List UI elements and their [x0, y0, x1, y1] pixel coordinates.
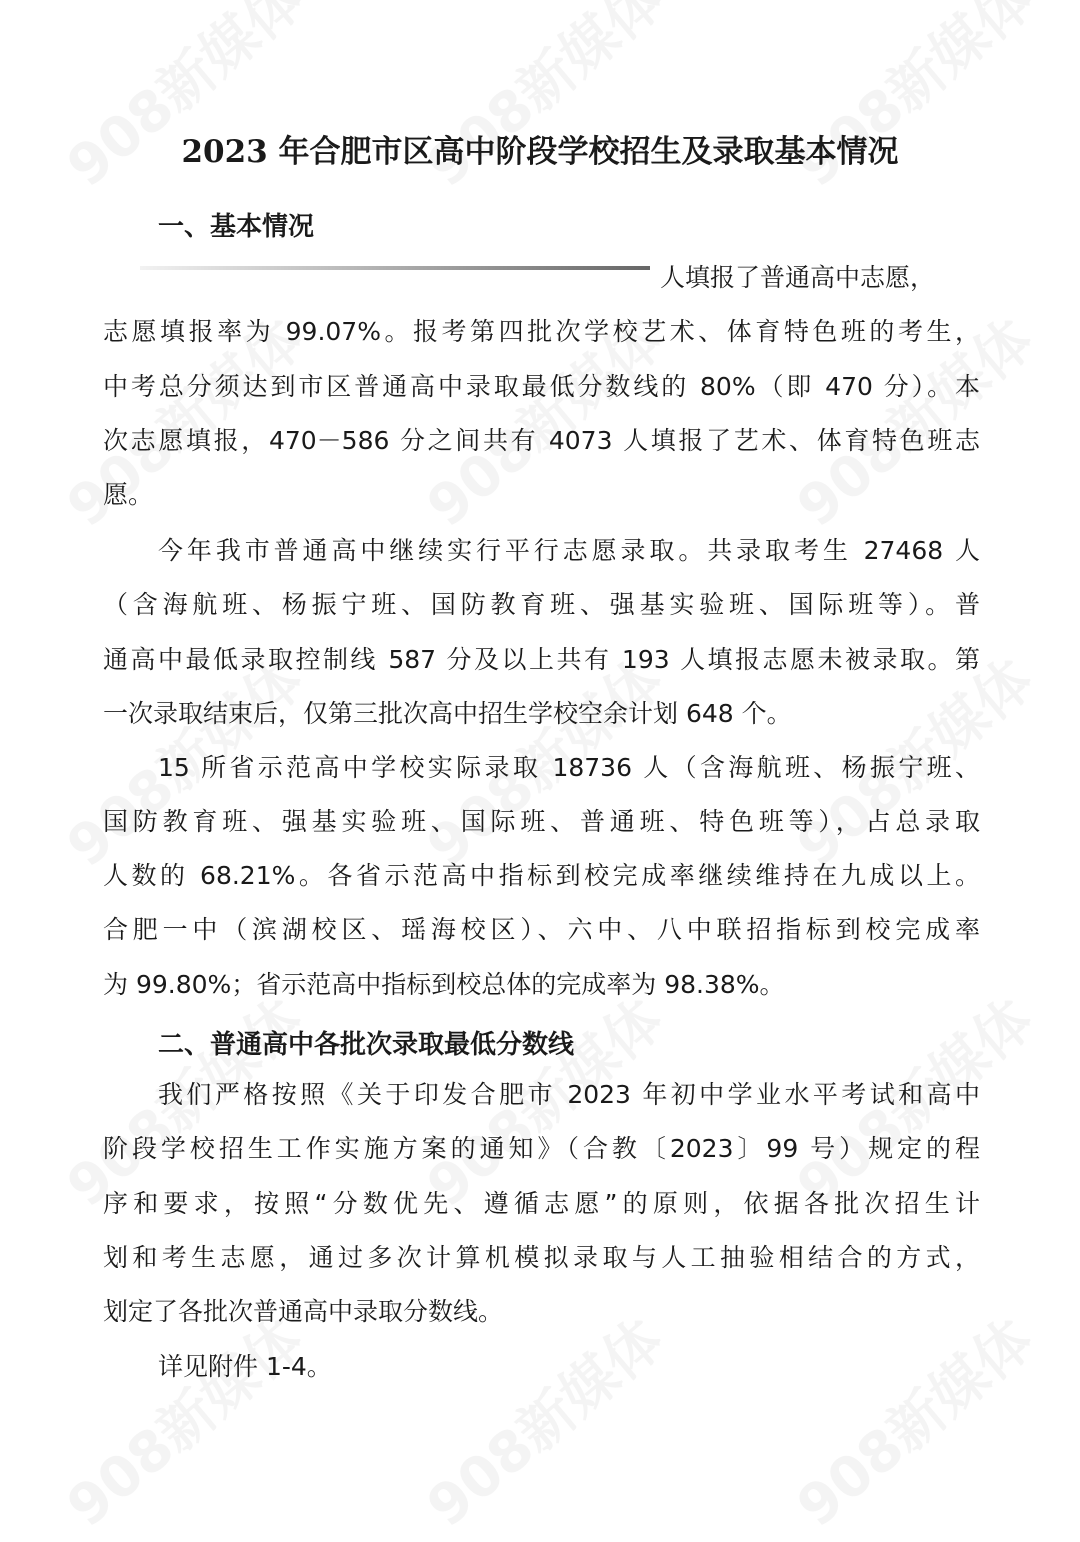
paragraph-line: 国防教育班、强基实验班、国际班、普通班、特色班等），占总录取 [103, 807, 980, 836]
paragraph-line: 为 99.80%；省示范高中指标到校总体的完成率为 98.38%。 [103, 970, 785, 999]
paragraph-line: 划和考生志愿，通过多次计算机模拟录取与人工抽验相结合的方式， [103, 1243, 980, 1272]
paragraph-line: 志愿填报率为 99.07%。报考第四批次学校艺术、体育特色班的考生， [103, 317, 980, 346]
paragraph-line: 详见附件 1-4。 [158, 1352, 332, 1381]
document-title: 2023 年合肥市区高中阶段学校招生及录取基本情况 [181, 134, 899, 170]
paragraph-line: 愿。 [103, 480, 154, 509]
paragraph-line: 15 所省示范高中学校实际录取 18736 人（含海航班、杨振宁班、 [158, 753, 980, 782]
redacted-text [140, 266, 650, 270]
paragraph-line: 人数的 68.21%。各省示范高中指标到校完成率继续维持在九成以上。 [103, 861, 980, 890]
paragraph-line: 阶段学校招生工作实施方案的通知》（合教〔2023〕99 号）规定的程 [103, 1134, 980, 1163]
paragraph-line: 我们严格按照《关于印发合肥市 2023 年初中学业水平考试和高中 [158, 1080, 980, 1109]
watermark [778, 0, 1048, 202]
paragraph-line: 序和要求，按照“分数优先、遵循志愿”的原则，依据各批次招生计 [103, 1189, 980, 1218]
paragraph-line: 一次录取结束后，仅第三批次高中招生学校空余计划 648 个。 [103, 699, 792, 728]
paragraph-line: 合肥一中（滨湖校区、瑶海校区）、六中、八中联招指标到校完成率 [103, 915, 980, 944]
watermark [48, 1298, 318, 1542]
paragraph-line: 中考总分须达到市区普通高中录取最低分数线的 80%（即 470 分）。本 [103, 372, 980, 401]
watermark [408, 1298, 678, 1542]
section-heading: 二、普通高中各批次录取最低分数线 [158, 1030, 575, 1060]
paragraph-line: 划定了各批次普通高中录取分数线。 [103, 1297, 504, 1326]
paragraph-line: 通高中最低录取控制线 587 分及以上共有 193 人填报志愿未被录取。第 [103, 645, 980, 674]
watermark [48, 0, 318, 202]
watermark [408, 0, 678, 202]
section-heading: 一、基本情况 [158, 212, 315, 242]
paragraph-line: （含海航班、杨振宁班、国防教育班、强基实验班、国际班等）。普 [103, 590, 980, 619]
paragraph-line: 人填报了普通高中志愿， [660, 263, 936, 292]
paragraph-line: 次志愿填报，470－586 分之间共有 4073 人填报了艺术、体育特色班志 [103, 426, 980, 455]
watermark [778, 1298, 1048, 1542]
paragraph-line: 今年我市普通高中继续实行平行志愿录取。共录取考生 27468 人 [158, 536, 980, 565]
